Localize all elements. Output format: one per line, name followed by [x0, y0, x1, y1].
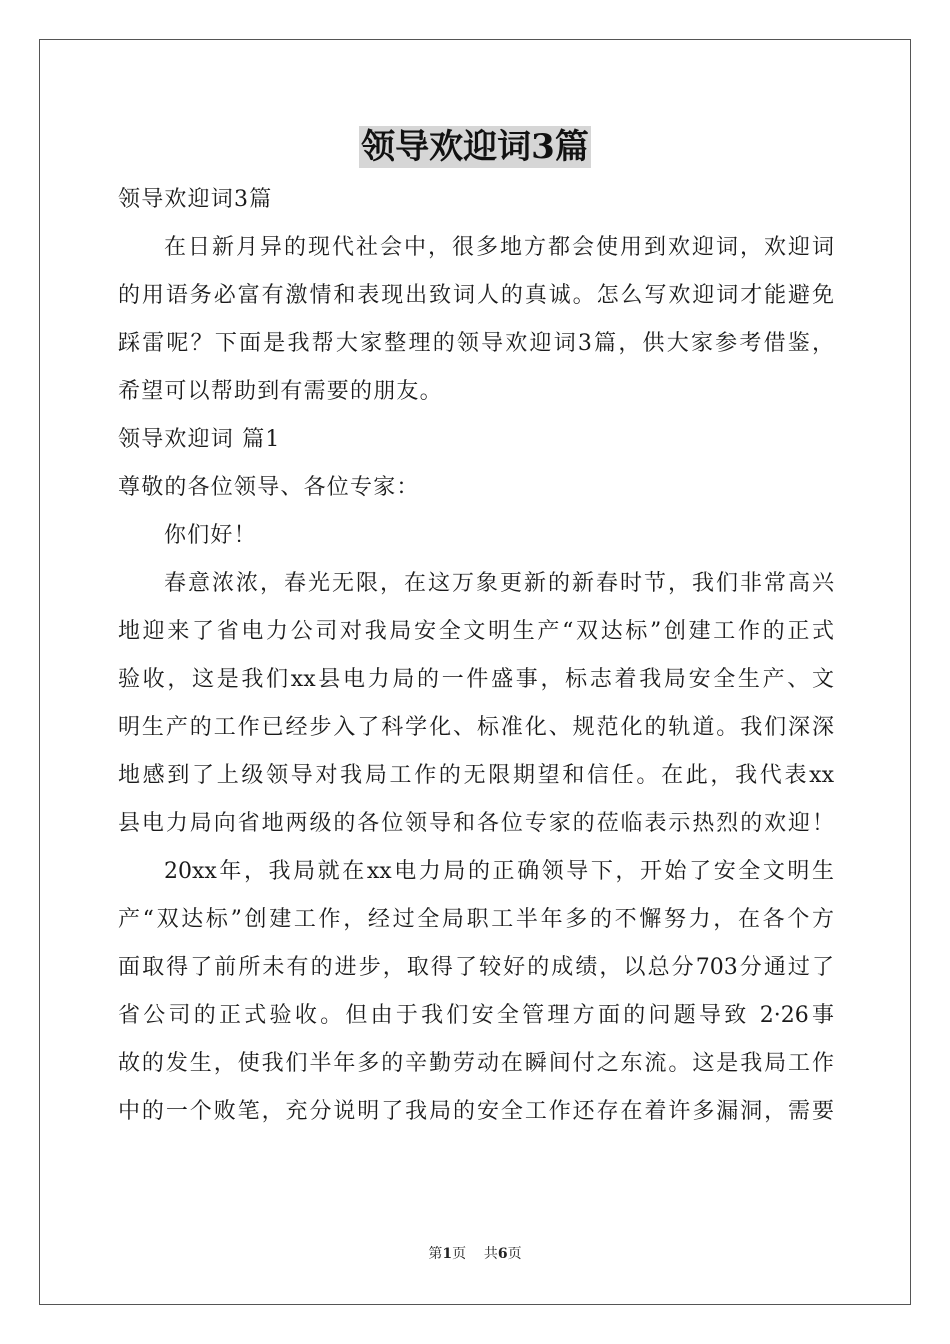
text-line: 县电力局向省地两级的各位领导和各位专家的莅临表示热烈的欢迎！	[118, 811, 834, 836]
text-line: 面取得了前所未有的进步，取得了较好的成绩，以总分703分通过了	[118, 955, 834, 980]
text-line: 验收，这是我们xx县电力局的一件盛事，标志着我局安全生产、文	[118, 667, 834, 692]
text-line: 春意浓浓，春光无限，在这万象更新的新春时节，我们非常高兴	[164, 571, 834, 596]
text-line: 省公司的正式验收。但由于我们安全管理方面的问题导致 2·26事	[118, 1003, 834, 1028]
page-number-current: 1	[442, 1246, 453, 1262]
text-line: 踩雷呢？下面是我帮大家整理的领导欢迎词3篇，供大家参考借鉴，	[118, 331, 834, 356]
page-number-unit: 页	[452, 1246, 467, 1262]
page-total-prefix: 共	[483, 1246, 498, 1262]
page-number-prefix: 第	[428, 1246, 443, 1262]
document-body	[118, 176, 834, 1136]
text-line: 地迎来了省电力公司对我局安全文明生产“双达标”创建工作的正式	[118, 619, 834, 644]
text-line: 领导欢迎词3篇	[118, 187, 273, 212]
text-line: 明生产的工作已经步入了科学化、标准化、规范化的轨道。我们深深	[118, 715, 834, 740]
text-line: 你们好！	[164, 523, 257, 548]
text-line: 地感到了上级领导对我局工作的无限期望和信任。在此，我代表xx	[118, 763, 834, 788]
text-line: 在日新月异的现代社会中，很多地方都会使用到欢迎词，欢迎词	[164, 235, 834, 260]
text-line: 领导欢迎词 篇1	[118, 427, 281, 452]
text-line: 20xx年，我局就在xx电力局的正确领导下，开始了安全文明生	[164, 859, 834, 884]
page-total-count: 6	[497, 1246, 508, 1262]
page-total-unit: 页	[507, 1246, 522, 1262]
title-area	[0, 126, 950, 168]
text-line: 产“双达标”创建工作，经过全局职工半年多的不懈努力，在各个方	[118, 907, 834, 932]
text-line: 的用语务必富有激情和表现出致词人的真诚。怎么写欢迎词才能避免	[118, 283, 834, 308]
text-line: 希望可以帮助到有需要的朋友。	[118, 379, 443, 404]
text-line: 故的发生，使我们半年多的辛勤劳动在瞬间付之东流。这是我局工作	[118, 1051, 834, 1076]
text-line: 中的一个败笔，充分说明了我局的安全工作还存在着许多漏洞，需要	[118, 1099, 834, 1124]
page-footer	[0, 1243, 950, 1263]
document-title: 领导欢迎词3篇	[361, 127, 589, 167]
text-line: 尊敬的各位领导、各位专家：	[118, 475, 420, 500]
